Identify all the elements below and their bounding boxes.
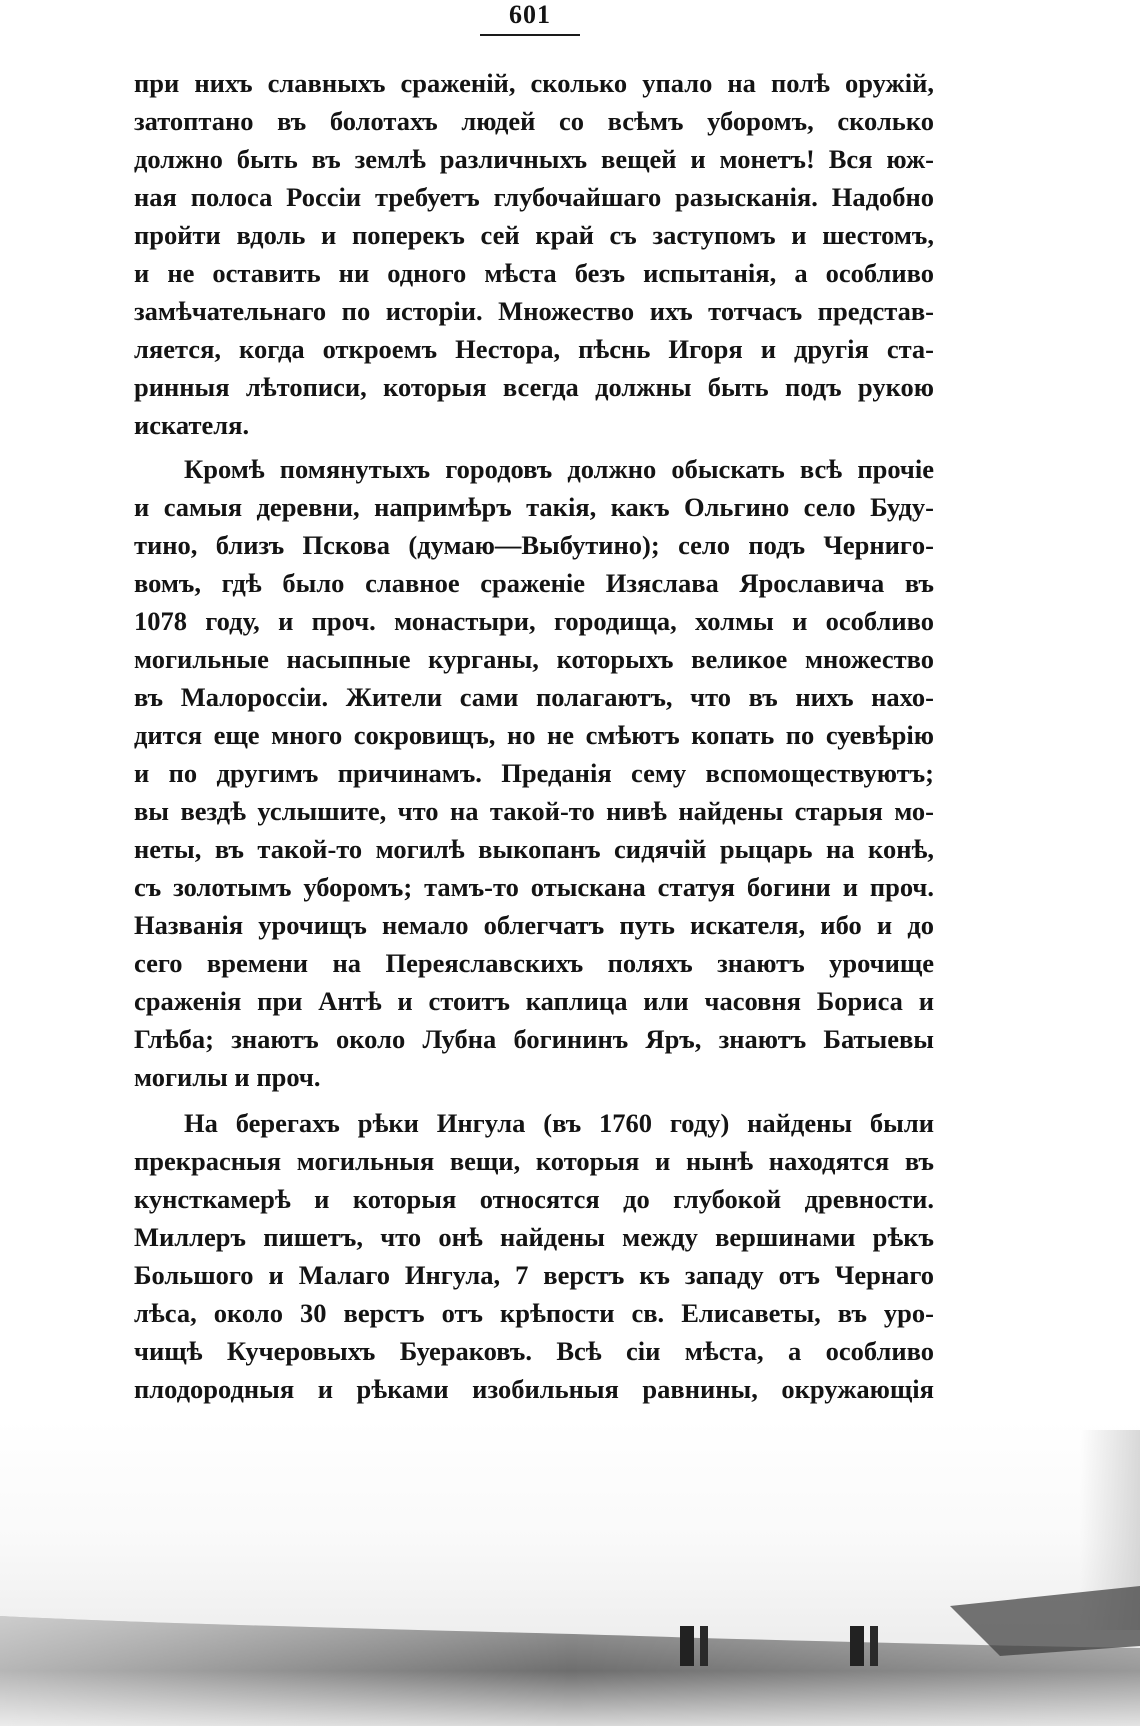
text-line: и самыя деревни, напримѣръ такія, какъ Ольгино село Буду- [134,492,934,522]
text-line: Миллеръ пишетъ, что онѣ найдены между вершинами рѣкъ [134,1222,934,1252]
page-number: 601 [509,0,551,29]
text-line: Названія урочищъ немало облегчатъ путь искателя, ибо и до [134,910,934,940]
text-line: сего времени на Переяславскихъ поляхъ знаютъ урочище [134,948,934,978]
text-line: затоптано въ болотахъ людей со всѣмъ уборомъ, сколько [134,106,934,136]
text-line: при нихъ славныхъ сраженій, сколько упало на полѣ оружій, [134,68,934,98]
text-line: ляется, когда откроемъ Нестора, пѣснь Игоря и другія ста- [134,334,934,364]
paragraph-start-line: На берегахъ рѣки Ингула (въ 1760 году) найдены были [184,1108,934,1138]
text-line: Большого и Малаго Ингула, 7 верстъ къ западу отъ Чернаго [134,1260,934,1290]
page-number-rule [480,34,580,36]
paragraph-start-line: Кромѣ помянутыхъ городовъ должно обыскать всѣ прочіе [184,454,934,484]
text-line: ринныя лѣтописи, которыя всегда должны быть подъ рукою [134,372,934,402]
text-line: замѣчательнаго по исторіи. Множество ихъ тотчасъ представ- [134,296,934,326]
text-line: тино, близъ Пскова (думаю—Выбутино); село подъ Чернигo- [134,530,934,560]
text-line: должно быть въ землѣ различныхъ вещей и монетъ! Вся юж- [134,144,934,174]
text-line: и по другимъ причинамъ. Преданія сему вспомоществуютъ; [134,758,934,788]
text-line: неты, въ такой-то могилѣ выкопанъ сидячій рыцарь на конѣ, [134,834,934,864]
text-line: искателя. [134,410,250,440]
text-line: могильные насыпные курганы, которыхъ великое множество [134,644,934,674]
text-line: лѣса, около 30 верстъ отъ крѣпости св. Елисаветы, въ уро- [134,1298,934,1328]
page-curl-artifact [0,1586,1140,1726]
text-line: вы вездѣ услышите, что на такой-то нивѣ найдены старыя мо- [134,796,934,826]
text-line: могилы и проч. [134,1062,321,1092]
text-line: кунсткамерѣ и которыя относятся до глубокой древности. [134,1184,934,1214]
text-line: и не оставить ни одного мѣста безъ испытанія, а особливо [134,258,934,288]
text-line: прекрасныя могильныя вещи, которыя и нынѣ находятся въ [134,1146,934,1176]
text-line: въ Малороссіи. Жители сами полагаютъ, что въ нихъ нахо- [134,682,934,712]
text-line: дится еще много сокровищъ, но не смѣютъ копать по суевѣрію [134,720,934,750]
text-line: сраженія при Антѣ и стоитъ каплица или часовня Бориса и [134,986,934,1016]
text-line: съ золотымъ уборомъ; тамъ-то отыскана статуя богини и проч. [134,872,934,902]
text-line: чищѣ Кучеровыхъ Буераковъ. Всѣ сіи мѣста, а особливо [134,1336,934,1366]
text-line: пройти вдоль и поперекъ сей край съ заступомъ и шестомъ, [134,220,934,250]
text-line: 1078 году, и проч. монастыри, городища, холмы и особливо [134,606,934,636]
text-line: плодородныя и рѣками изобильныя равнины, окружающія [134,1374,934,1404]
text-line: ная полоса Россіи требуетъ глубочайшаго разысканія. Надобно [134,182,934,212]
text-line: вомъ, гдѣ было славное сраженіе Изяслава Ярославича въ [134,568,934,598]
text-line: Глѣба; знаютъ около Лубна богининъ Яръ, знаютъ Батыевы [134,1024,934,1054]
